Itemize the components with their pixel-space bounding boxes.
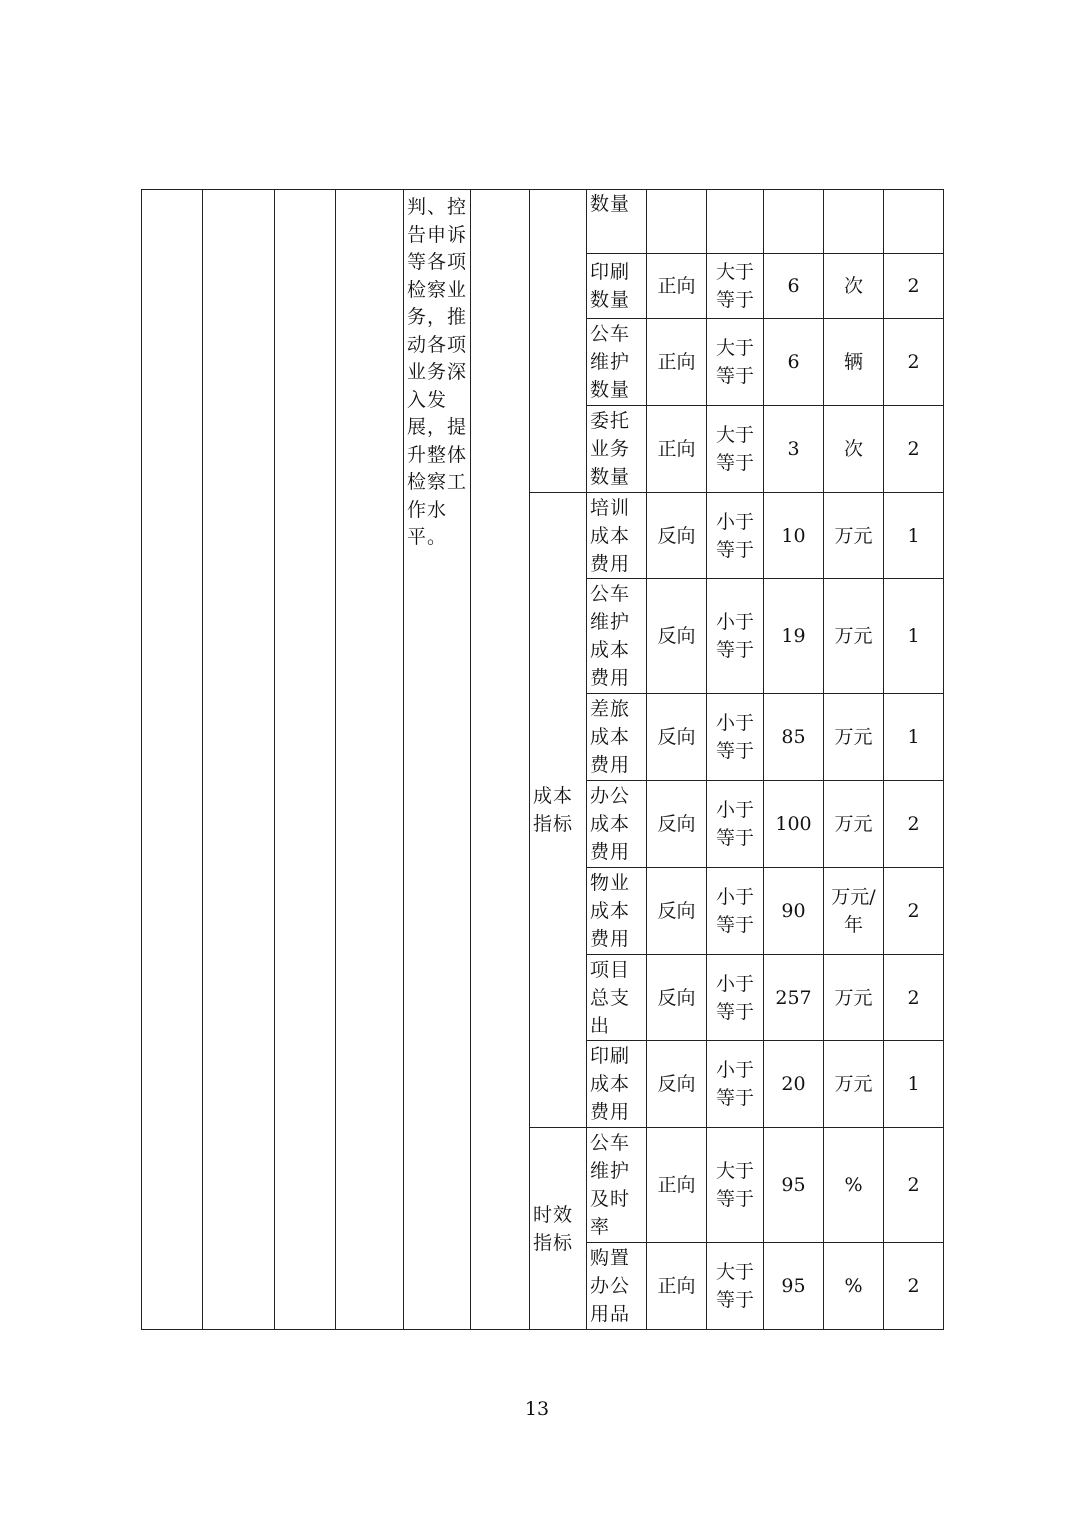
target-value-cell: 95 [764,1243,824,1330]
operator-cell-line: 小于 [715,611,754,633]
unit-cell-line: 年 [843,914,863,936]
indicator-name-cell-line: 公车 [590,1132,631,1154]
operator-cell-line: 大于 [715,261,754,283]
indicator-name-cell-line: 数量 [590,193,631,215]
indicator-name-cell-line: 成本 [590,813,631,835]
indicator-name-cell-line: 成本 [590,639,631,661]
operator-cell-line: 大于 [715,337,754,359]
weight-cell [884,190,944,254]
indicator-name-cell-line: 维护 [590,611,631,633]
operator-cell-line: 等于 [715,289,754,311]
unit-cell-line: 次 [843,275,863,297]
indicator-table [141,189,944,1330]
direction-cell: 反向 [647,868,707,955]
operator-cell-line: 小于 [715,972,754,995]
operator-cell [707,406,764,493]
indicator-name-cell [587,781,647,868]
unit-cell-line: 万元 [834,813,873,835]
target-value-cell: 19 [764,579,824,694]
target-value-cell: 100 [764,781,824,868]
target-value-cell: 85 [764,694,824,781]
timeliness-indicator-group-line: 时效 [533,1203,574,1226]
operator-cell [707,1128,764,1243]
indicator-name-cell-line: 办公 [590,785,631,807]
weight-cell: 1 [884,1041,944,1128]
indicator-name-cell-line: 总支 [590,986,631,1009]
operator-cell [707,493,764,579]
goal-description-cell-line: 业务深 [407,361,468,383]
direction-cell: 反向 [647,781,707,868]
unit-cell-line: 辆 [843,351,863,373]
weight-cell: 2 [884,406,944,493]
goal-description-cell-line: 检察工 [407,471,468,493]
operator-cell-line: 等于 [715,740,754,762]
indicator-name-cell [587,493,647,579]
unit-cell-line: 万元 [834,524,873,547]
operator-cell-line: 大于 [715,424,754,446]
indicator-name-cell [587,868,647,955]
operator-cell [707,579,764,694]
unit-cell-line: 万元 [834,1073,873,1095]
unit-cell [824,579,884,694]
indicator-name-cell-line: 公车 [590,323,631,345]
timeliness-indicator-group-line: 指标 [533,1231,574,1254]
indicator-name-cell-line: 费用 [590,841,631,863]
unit-cell [824,319,884,406]
indicator-name-cell-line: 用品 [590,1303,631,1325]
goal-description-cell [404,190,471,1330]
indicator-name-cell [587,406,647,493]
indicator-name-cell-line: 费用 [590,667,631,689]
operator-cell-line: 等于 [715,538,754,561]
target-value-cell: 20 [764,1041,824,1128]
indicator-name-cell-line: 成本 [590,900,631,922]
indicator-name-cell-line: 成本 [590,726,631,748]
operator-cell [707,1041,764,1128]
indicator-name-cell [587,579,647,694]
direction-cell: 正向 [647,254,707,319]
unit-cell [824,694,884,781]
goal-description-cell-line: 动各项 [407,333,468,356]
operator-cell-line: 等于 [715,639,754,661]
weight-cell: 2 [884,254,944,319]
table-row [142,190,944,254]
indicator-name-cell-line: 费用 [590,1101,631,1123]
unit-cell [824,190,884,254]
indicator-name-cell-line: 物业 [590,872,631,894]
indicator-name-cell-line: 成本 [590,524,631,547]
timeliness-indicator-group [530,1128,587,1330]
operator-cell-line: 小于 [715,799,754,821]
unit-cell [824,1041,884,1128]
indicator-name-cell-line: 数量 [590,379,631,401]
unit-cell-line: 万元 [834,726,873,748]
weight-cell: 2 [884,781,944,868]
operator-cell-line: 小于 [715,886,754,908]
direction-cell: 正向 [647,1243,707,1330]
indicator-name-cell-line: 及时 [590,1188,631,1210]
weight-cell: 2 [884,955,944,1041]
direction-cell: 反向 [647,579,707,694]
goal-description-cell-line: 入发 [407,388,448,411]
unit-cell [824,868,884,955]
goal-description-cell-line: 展，提 [407,416,468,438]
indicator-name-cell [587,955,647,1041]
indicator-name-cell-line: 培训 [590,496,631,519]
operator-cell-line: 等于 [715,914,754,936]
unit-cell-line: 万元 [834,625,873,647]
indicator-name-cell [587,694,647,781]
operator-cell-line: 等于 [715,1289,754,1311]
blank-column-4 [336,190,404,1330]
target-value-cell: 95 [764,1128,824,1243]
unit-cell [824,781,884,868]
operator-cell [707,781,764,868]
blank-column-2 [203,190,275,1330]
target-value-cell: 90 [764,868,824,955]
indicator-name-cell-line: 成本 [590,1073,631,1095]
goal-description-cell-line: 升整体 [407,443,468,466]
target-value-cell: 3 [764,406,824,493]
indicator-name-cell-line: 费用 [590,928,631,950]
operator-cell-line: 小于 [715,510,754,533]
direction-cell: 反向 [647,955,707,1041]
blank-column-3 [275,190,336,1330]
direction-cell [647,190,707,254]
indicator-name-cell [587,319,647,406]
unit-cell-line: % [844,1174,863,1196]
target-value-cell: 6 [764,319,824,406]
direction-cell: 反向 [647,694,707,781]
weight-cell: 1 [884,694,944,781]
unit-cell [824,406,884,493]
operator-cell-line: 小于 [715,1059,754,1081]
weight-cell: 2 [884,1128,944,1243]
indicator-name-cell [587,1128,647,1243]
direction-cell: 反向 [647,493,707,579]
indicator-name-cell-line: 费用 [590,552,631,575]
indicator-name-cell-line: 项目 [590,958,631,981]
target-value-cell [764,190,824,254]
page-number: 13 [524,1398,550,1420]
cost-indicator-group [530,493,587,1128]
unit-cell-line: 万元 [834,986,873,1009]
weight-cell: 2 [884,1243,944,1330]
goal-description-cell-line: 检察业 [407,278,468,301]
indicator-name-cell [587,1243,647,1330]
operator-cell-line: 等于 [715,1188,754,1210]
goal-description-cell-line: 等各项 [407,251,468,273]
goal-description-cell-line: 告申诉 [407,223,468,246]
operator-cell [707,868,764,955]
indicator-name-cell-line: 委托 [590,410,631,432]
operator-cell [707,1243,764,1330]
indicator-name-cell-line: 公车 [590,583,631,605]
weight-cell: 1 [884,579,944,694]
unit-cell-line: 万元/ [831,886,876,908]
operator-cell-line: 等于 [715,827,754,849]
unit-cell-line: % [844,1275,863,1297]
goal-description-cell-line: 判、控 [407,196,468,218]
operator-cell-line: 等于 [715,1000,754,1023]
target-value-cell: 257 [764,955,824,1041]
indicator-name-cell-line: 业务 [590,438,631,460]
direction-cell: 正向 [647,319,707,406]
indicator-name-cell-line: 维护 [590,1160,631,1182]
operator-cell [707,254,764,319]
goal-description-cell-line: 平。 [407,526,448,548]
unit-cell [824,254,884,319]
indicator-name-cell-line: 数量 [590,466,631,488]
indicator-name-cell-line: 印刷 [590,1045,631,1067]
blank-column-1 [142,190,203,1330]
operator-cell [707,319,764,406]
target-value-cell: 10 [764,493,824,579]
direction-cell: 正向 [647,406,707,493]
direction-cell: 正向 [647,1128,707,1243]
indicator-name-cell-line: 差旅 [590,698,631,720]
indicator-name-cell-line: 印刷 [590,261,631,283]
direction-cell: 反向 [647,1041,707,1128]
operator-cell [707,694,764,781]
operator-cell-line: 大于 [715,1261,754,1283]
goal-description-cell-line: 务，推 [407,306,468,328]
indicator-name-cell-line: 购置 [590,1247,631,1269]
indicator-name-cell-line: 维护 [590,351,631,373]
cost-indicator-group-line: 指标 [533,813,574,835]
unit-cell [824,493,884,579]
blank-column-6 [471,190,530,1330]
unit-cell [824,955,884,1041]
indicator-name-cell [587,1041,647,1128]
indicator-name-cell-line: 费用 [590,754,631,776]
indicator-name-cell-line: 数量 [590,289,631,311]
cost-indicator-group-line: 成本 [533,785,574,807]
weight-cell: 2 [884,319,944,406]
goal-description-cell-line: 作水 [407,498,448,521]
target-value-cell: 6 [764,254,824,319]
indicator-name-cell-line: 出 [590,1014,611,1037]
operator-cell-line: 小于 [715,712,754,734]
unit-cell [824,1128,884,1243]
indicator-name-cell [587,190,647,254]
quantity-group-cell [530,190,587,493]
operator-cell-line: 等于 [715,1087,754,1109]
indicator-name-cell-line: 率 [590,1216,611,1238]
unit-cell-line: 次 [843,438,863,460]
operator-cell-line: 等于 [715,452,754,474]
operator-cell [707,190,764,254]
operator-cell-line: 大于 [715,1160,754,1182]
operator-cell [707,955,764,1041]
indicator-name-cell [587,254,647,319]
unit-cell [824,1243,884,1330]
operator-cell-line: 等于 [715,365,754,387]
indicator-name-cell-line: 办公 [590,1275,631,1297]
weight-cell: 1 [884,493,944,579]
weight-cell: 2 [884,868,944,955]
